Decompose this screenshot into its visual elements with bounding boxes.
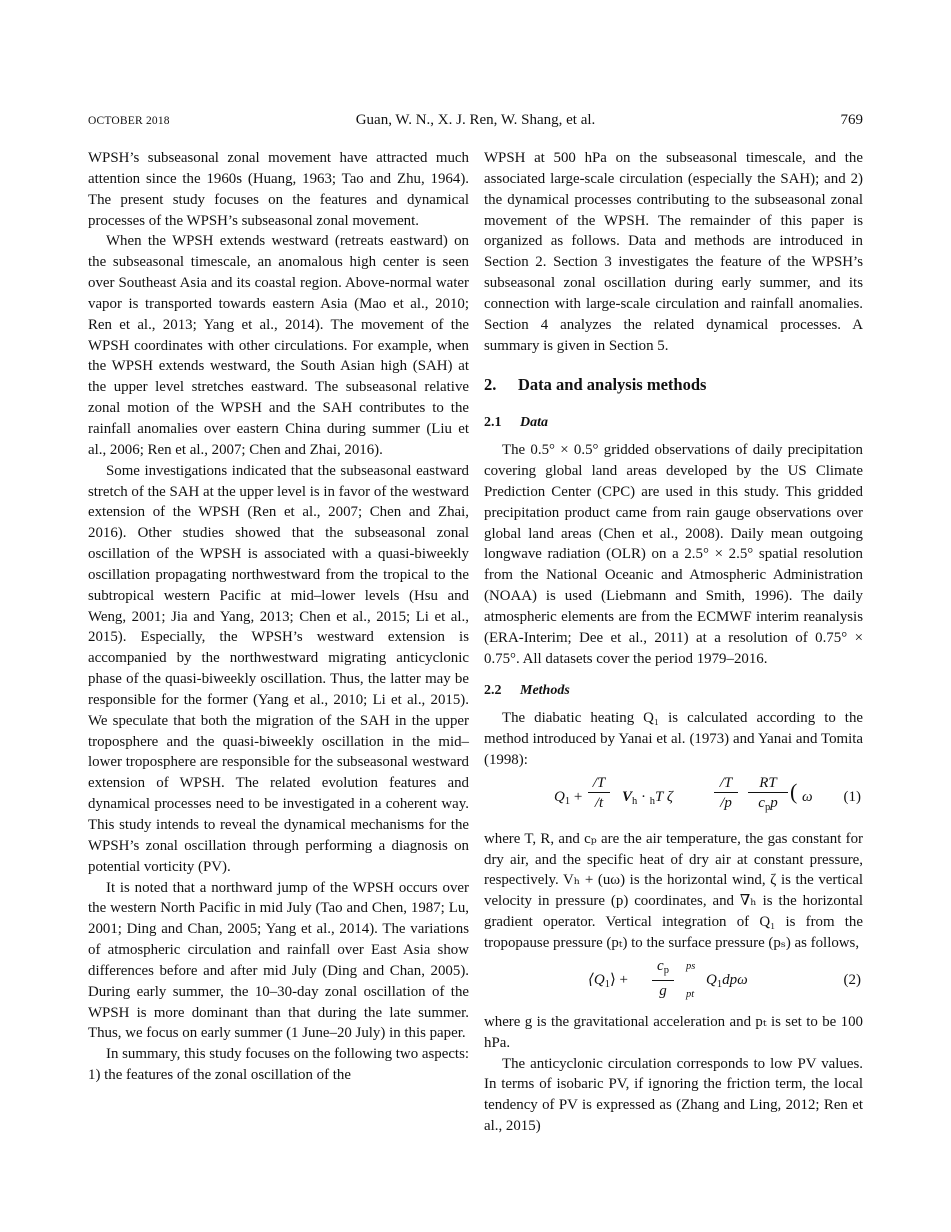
paragraph: It is noted that a northward jump of the WPSH occurs over the western North Pacific in mid July (Tao and Chen, 1987; Lu, 2001; Ding and Chan, 2005; Yang et al., 2014). The variations of atmospheric circulation and rainfall over East Asia show differences before and after mid July (Ding and Chan, 2005). During early summer, the 10–30-day zonal oscillation of the WPSH is more dominant than that during the late summer. Thus, we focus on early summer (1 June–20 July) in this paper. xyxy=(88,879,469,1042)
paragraph: In summary, this study focuses on the following two aspects: 1) the features of the zonal oscillation of the xyxy=(88,1046,469,1084)
paragraph: Some investigations indicated that the subseasonal eastward stretch of the SAH at the upper level is in favor of the westward extension of the WPSH (Ren et al., 2007; Chen and Zhai, 2016). Other studies showed that the subseasonal zonal oscillation of the WPSH is associated with a quasi-biweekly oscillation propagating northwestward from the tropical to the subtropical western Pacific at mid–lower levels (Hsu and Weng, 2001; Jia and Yang, 2013; Chen et al., 2015; Li et al., 2015). Especially, the WPSH’s westward extension is accompanied by the northwestward migrating anticyclonic phase of the quasi-biweekly oscillation. Thus, the latter may be responsible for the former (Yang et al., 2010; Li et al., 2015). We speculate that both the migration of the SAH in the upper troposphere and the quasi-biweekly oscillation in the mid–lower troposphere are responsible for the subseasonal westward extension of WPSH. The related evolution features and dynamical processes need to be investigated in a coherent way. This study intends to reveal the dynamical mechanisms for the WPSH’s zonal oscillation through performing a diagnosis on potential vorticity (PV). xyxy=(88,462,469,875)
subsection-title: Data xyxy=(520,415,548,431)
subsection-title: Methods xyxy=(520,683,570,699)
eq-fraction: $\frac{/T}{/t}$ xyxy=(588,774,610,813)
paragraph: WPSH’s subseasonal zonal movement have attracted much attention since the 1960s (Huang, 1963; Tao and Zhu, 1964). The present study focuses on the features and dynamical processes of the WPSH’s subseasonal zonal movement. xyxy=(88,150,469,229)
subsection-heading xyxy=(484,413,863,434)
left-column xyxy=(88,148,469,1086)
equation-2 xyxy=(484,957,863,1007)
eq-upper-limit: ps xyxy=(686,960,696,972)
eq-term: $V_h \cdot _hT$ ζ xyxy=(622,788,673,807)
eq-fraction: RT $c_pp$ xyxy=(748,774,788,818)
subsection-number: 2.1 xyxy=(484,415,502,431)
subsection-number: 2.2 xyxy=(484,683,502,699)
subsection-heading xyxy=(484,681,863,702)
paragraph: WPSH at 500 hPa on the subseasonal timescale, and the associated large-scale circulation (especially the SAH); and 2) the dynamical processes contributing to the subseasonal zonal movement of the WPSH. The remainder of this paper is organized as follows. Data and methods are introduced in Section 2. Section 3 investigates the feature of the WPSH’s subseasonal zonal oscillation during early summer, and its connection with large-scale circulation and rainfall anomalies. Section 4 analyzes the related dynamical processes. A summary is given in Section 5. xyxy=(484,150,863,354)
journal-date: OCTOBER 2018 xyxy=(88,115,170,127)
eq-term: ω xyxy=(802,788,813,805)
eq-lower-limit: pt xyxy=(686,988,695,1000)
right-column xyxy=(484,148,863,1137)
equation-number: (2) xyxy=(843,971,861,988)
paragraph: The diabatic heating Q₁ is calculated according to the method introduced by Yanai et al. (1973) and Yanai and Tomita (1998): xyxy=(484,710,863,768)
eq-paren: ( xyxy=(790,778,798,804)
eq-term: $Q_1dp\omega$ xyxy=(706,971,748,990)
eq-fraction: $\frac{c_p}{g}$ xyxy=(652,957,674,1001)
authors-header: Guan, W. N., X. J. Ren, W. Shang, et al. xyxy=(355,112,596,128)
eq-fraction: $\frac{/T}{/p}$ xyxy=(714,774,738,813)
section-title: Data and analysis methods xyxy=(518,375,707,395)
section-number: 2. xyxy=(484,375,497,395)
paragraph: where g is the gravitational acceleration and pₜ is set to be 100 hPa. xyxy=(484,1013,863,1051)
section-heading xyxy=(484,375,863,396)
running-header xyxy=(88,112,863,134)
paragraph: where T, R, and cₚ are the air temperature, the gas constant for dry air, and the specific heat of dry air at constant pressure, respectively. Vₕ + (uω) is the horizontal wind, ζ is the vertical velocity in pressure (p) coordinates, and ∇ₕ is the horizontal gradient operator. Vertical integration of Q₁ is from the tropopause pressure (pₜ) to the surface pressure (pₛ) as follows, xyxy=(484,830,863,951)
eq-term: $⟨Q_1⟩$ + xyxy=(588,971,628,990)
equation-number: (1) xyxy=(843,788,861,805)
paragraph: The anticyclonic circulation corresponds to low PV values. In terms of isobaric PV, if ignoring the friction term, the local tendency of PV is expressed as (Zhang and Ling, 2012; Ren et al., 2015) xyxy=(484,1055,863,1135)
paragraph: When the WPSH extends westward (retreats eastward) on the subseasonal timescale, an anomalous high center is seen over Southeast Asia and its coastal region. Above-normal water vapor is transported towards eastern Asia (Mao et al., 2010; Ren et al., 2013; Yang et al., 2014). The movement of the WPSH coordinates with other circulations. For example, when the WPSH extends westward, the South Asian high (SAH) at the upper level stretches eastward. The subseasonal relative zonal motion of the WPSH and the SAH contributes to the rainfall anomalies over eastern China during summer (Liu et al., 2006; Ren et al., 2007; Chen and Zhai, 2016). xyxy=(88,233,469,458)
paragraph: The 0.5° × 0.5° gridded observations of daily precipitation covering global land areas developed by the US Climate Prediction Center (CPC) are used in this study. This gridded precipitation product came from rain gauge observations over global land areas (Chen et al., 2008). Daily mean outgoing longwave radiation (OLR) on a 2.5° × 2.5° spatial resolution from the National Oceanic and Atmospheric Administration (NOAA) is used (Liebmann and Smith, 1996). The daily atmospheric elements are from the ECMWF interim reanalysis (ERA-Interim; Dee et al., 2011) at a resolution of 0.75° × 0.75°. All datasets cover the period 1979–2016. xyxy=(484,442,863,667)
eq-term: $Q_1$ + xyxy=(554,788,583,807)
page-number: 769 xyxy=(840,112,863,128)
equation-1 xyxy=(484,774,863,824)
